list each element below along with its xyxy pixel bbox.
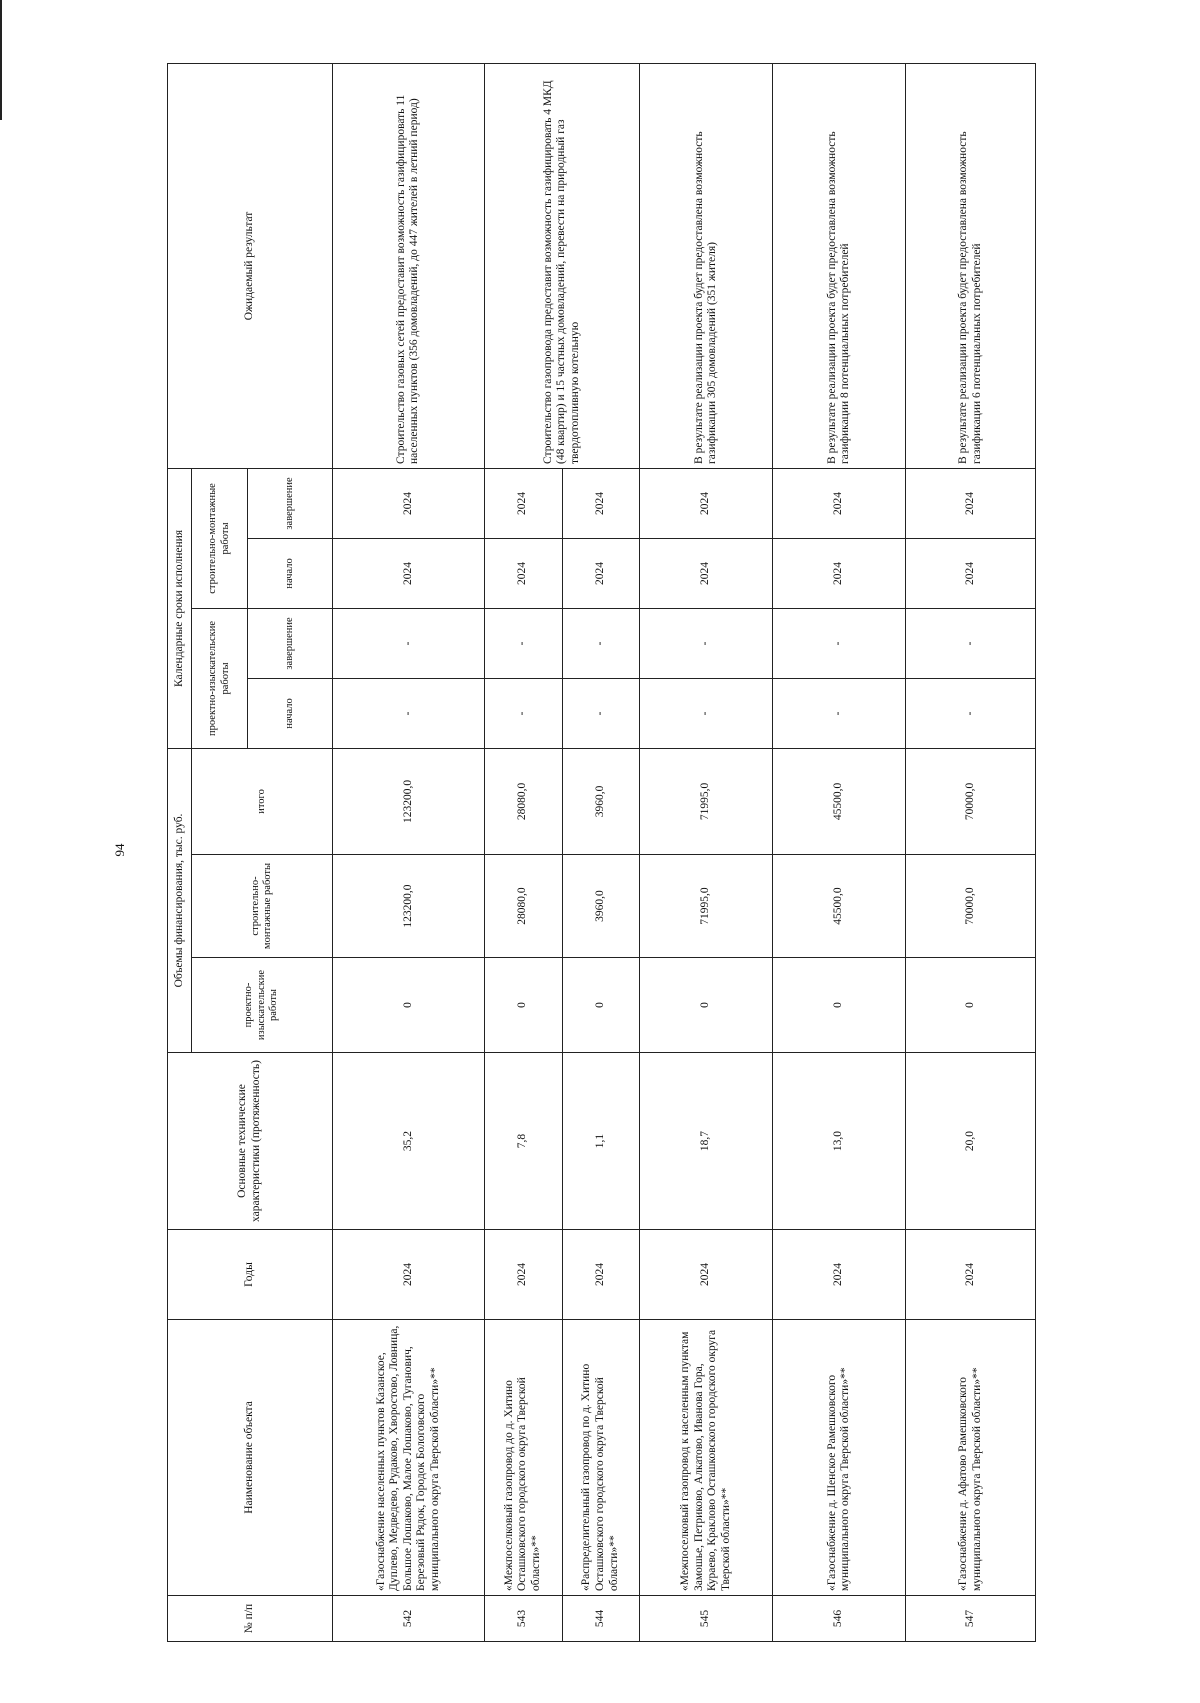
- row-tech: 20,0: [906, 1053, 1036, 1230]
- row-design-start: -: [906, 678, 1036, 748]
- header-name: Наименование объекта: [168, 1320, 333, 1596]
- header-fund-total: итого: [192, 748, 333, 854]
- row-constr-start: 2024: [773, 538, 906, 608]
- row-design-end: -: [562, 608, 640, 678]
- gas-projects-table: [167, 63, 1036, 1642]
- row-fund-construction: 70000,0: [906, 855, 1036, 958]
- row-year: 2024: [906, 1230, 1036, 1320]
- table-row: [333, 63, 485, 1641]
- row-result: В результате реализации проекта будет предоставлена возможность газификации 8 потенциальных потребителей: [773, 63, 906, 468]
- row-fund-construction: 71995,0: [640, 855, 773, 958]
- table-row: [640, 63, 773, 1641]
- row-fund-total: 123200,0: [333, 748, 485, 854]
- page-number: 94: [112, 843, 127, 857]
- row-design-start: -: [773, 678, 906, 748]
- row-result: Строительство газовых сетей предоставит возможность газифицировать 11 населенных пунктов (356 домовладений, до 447 жителей в летний период): [333, 63, 485, 468]
- table-row: [773, 63, 906, 1641]
- row-fund-total: 45500,0: [773, 748, 906, 854]
- row-design-end: -: [333, 608, 485, 678]
- row-year: 2024: [333, 1230, 485, 1320]
- row-tech: 35,2: [333, 1053, 485, 1230]
- row-year: 2024: [773, 1230, 906, 1320]
- row-tech: 7,8: [484, 1053, 562, 1230]
- row-design-start: -: [562, 678, 640, 748]
- row-fund-construction: 28080,0: [484, 855, 562, 958]
- row-result: В результате реализации проекта будет предоставлена возможность газификации 305 домовладений (351 жителя): [640, 63, 773, 468]
- row-design-end: -: [484, 608, 562, 678]
- header-funding: Объемы финансирования, тыс. руб.: [168, 748, 192, 1052]
- header-design-start: начало: [248, 678, 333, 748]
- row-tech: 18,7: [640, 1053, 773, 1230]
- row-fund-total: 71995,0: [640, 748, 773, 854]
- header-constr-start: начало: [248, 538, 333, 608]
- header-design-end: завершение: [248, 608, 333, 678]
- row-fund-total: 70000,0: [906, 748, 1036, 854]
- row-num: 546: [773, 1596, 906, 1642]
- row-constr-start: 2024: [562, 538, 640, 608]
- row-design-start: -: [333, 678, 485, 748]
- row-year: 2024: [640, 1230, 773, 1320]
- rotated-table-container: [167, 64, 1036, 1642]
- header-constr-end: завершение: [248, 468, 333, 538]
- row-fund-design: 0: [562, 958, 640, 1053]
- row-name: «Газоснабжение населенных пунктов Казанское, Дуплево, Медведево, Рудаково, Хворостово, Ловница, Большое Лошаково, Малое Лошаково, Туганович, Березовый Рядок, Городок Бологовского муниципального округа Тверской области»**: [333, 1320, 485, 1596]
- row-name: «Газоснабжение д. Афатово Рамешковского муниципального округа Тверской области»**: [906, 1320, 1036, 1596]
- row-fund-total: 3960,0: [562, 748, 640, 854]
- row-design-end: -: [906, 608, 1036, 678]
- row-fund-design: 0: [906, 958, 1036, 1053]
- row-design-start: -: [484, 678, 562, 748]
- header-fund-design: проектно-изыскательские работы: [192, 958, 333, 1053]
- row-name: «Газоснабжение д. Шенское Рамешковского муниципального округа Тверской области»**: [773, 1320, 906, 1596]
- row-num: 543: [484, 1596, 562, 1642]
- header-schedule: Календарные сроки исполнения: [168, 468, 192, 748]
- row-design-end: -: [773, 608, 906, 678]
- table-row: [906, 63, 1036, 1641]
- row-name: «Распределительный газопровод по д. Хитино Осташковского городского округа Тверской области»**: [562, 1320, 640, 1596]
- row-design-end: -: [640, 608, 773, 678]
- row-name: «Межпоселковый газопровод до д. Хитино Осташковского городского округа Тверской области»**: [484, 1320, 562, 1596]
- table-row: [484, 63, 562, 1641]
- row-design-start: -: [640, 678, 773, 748]
- row-constr-start: 2024: [333, 538, 485, 608]
- header-sched-design: проектно-изыскательские работы: [192, 608, 248, 748]
- row-fund-construction: 123200,0: [333, 855, 485, 958]
- row-constr-end: 2024: [562, 468, 640, 538]
- row-fund-construction: 45500,0: [773, 855, 906, 958]
- row-year: 2024: [562, 1230, 640, 1320]
- header-fund-construction: строительно-монтажные работы: [192, 855, 333, 958]
- header-years: Годы: [168, 1230, 333, 1320]
- row-name: «Межпоселковый газопровод к населенным пунктам Замошье, Петриково, Алкатово, Иванова Гора, Кураево, Краклово Осташковского городского округа Тверской области»**: [640, 1320, 773, 1596]
- row-constr-end: 2024: [484, 468, 562, 538]
- row-fund-total: 28080,0: [484, 748, 562, 854]
- header-result: Ожидаемый результат: [168, 63, 333, 468]
- row-num: 545: [640, 1596, 773, 1642]
- row-fund-construction: 3960,0: [562, 855, 640, 958]
- row-constr-start: 2024: [484, 538, 562, 608]
- scan-edge-mark: [0, 0, 2, 120]
- row-tech: 13,0: [773, 1053, 906, 1230]
- row-fund-design: 0: [484, 958, 562, 1053]
- header-sched-construction: строительно-монтажные работы: [192, 468, 248, 608]
- row-constr-start: 2024: [906, 538, 1036, 608]
- row-num: 542: [333, 1596, 485, 1642]
- row-fund-design: 0: [640, 958, 773, 1053]
- row-year: 2024: [484, 1230, 562, 1320]
- row-num: 544: [562, 1596, 640, 1642]
- row-tech: 1,1: [562, 1053, 640, 1230]
- row-constr-start: 2024: [640, 538, 773, 608]
- row-num: 547: [906, 1596, 1036, 1642]
- row-fund-design: 0: [773, 958, 906, 1053]
- header-num: № п/п: [168, 1596, 333, 1642]
- header-tech: Основные технические характеристики (протяженность): [168, 1053, 333, 1230]
- row-result: В результате реализации проекта будет предоставлена возможность газификации 6 потенциальных потребителей: [906, 63, 1036, 468]
- row-result: Строительство газопровода предоставит возможность газифицировать 4 МКД (48 квартир) и 15 частных домовладений, перевести на природный газ твердотопливную котельную: [484, 63, 639, 468]
- row-fund-design: 0: [333, 958, 485, 1053]
- row-constr-end: 2024: [333, 468, 485, 538]
- row-constr-end: 2024: [906, 468, 1036, 538]
- row-constr-end: 2024: [640, 468, 773, 538]
- row-constr-end: 2024: [773, 468, 906, 538]
